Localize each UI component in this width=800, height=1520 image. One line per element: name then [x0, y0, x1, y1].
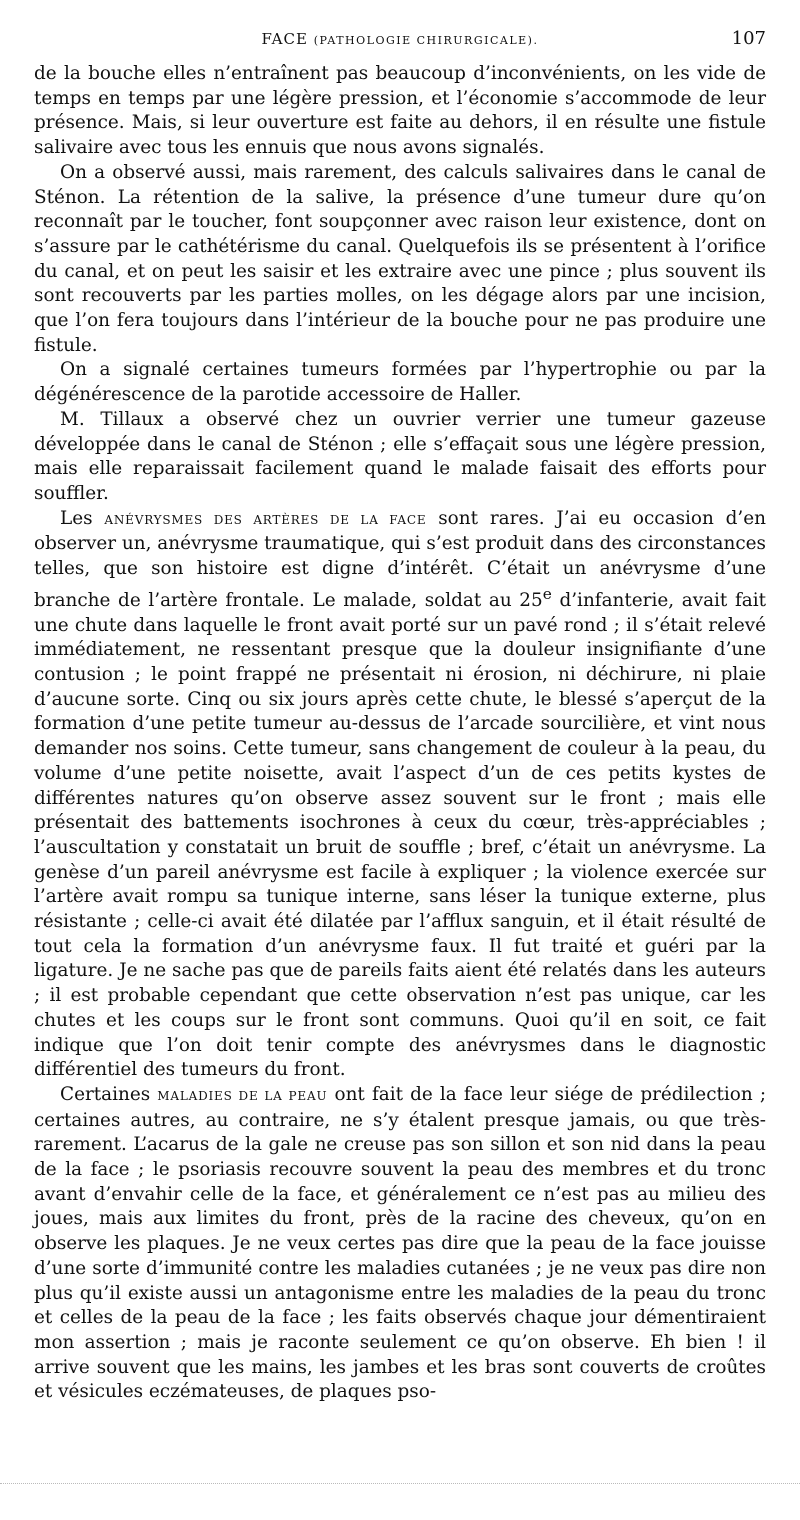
- page-bottom-edge: [0, 1483, 800, 1484]
- book-page: [34, 26, 766, 1405]
- paragraph: [34, 408, 766, 507]
- running-head-subtitle: (PATHOLOGIE CHIRURGICALE).: [313, 34, 539, 47]
- page-number: 107: [731, 28, 766, 49]
- paragraph-text: On a observé aussi, mais rarement, des calculs salivaires dans le canal de Sténon. La rétention de la salive, la présence d’une tumeur dure qu’on reconnaît par le toucher, font soupçonner avec raison leur existence, dont on s’assure par le cathétérisme du canal. Quelquefois ils se présentent à l’orifice du canal, et on peut les saisir et les extraire avec une pince ; plus souvent ils sont recouverts par les parties molles, on les dégage alors par une incision, que l’on fera toujours dans l’intérieur de la bouche pour ne pas produire une fistule.: [34, 161, 766, 356]
- paragraph-text: Certaines: [60, 1083, 158, 1105]
- paragraph-text: de la bouche elles n’entraînent pas beaucoup d’inconvénients, on les vide de temps en temps par une légère pression, et l’économie s’accommode de leur présence. Mais, si leur ouverture est faite au dehors, il en résulte une fistule salivaire avec tous les ennuis que nous avons signalés.: [34, 63, 766, 159]
- small-caps-term: ANÉVRYSMES DES ARTÈRES DE LA FACE: [104, 512, 427, 527]
- paragraph-text: d’infanterie, avait fait une chute dans laquelle le front avait porté sur un pavé rond ; il s’était relevé immédiatement, ne ressentant presque que la douleur insignifiante d’une contusion ; le point frappé ne présentait ni érosion, ni déchirure, ni plaie d’aucune sorte. Cinq ou six jours après cette chute, le blessé s’aperçut de la formation d’une petite tumeur au-dessus de l’arcade sourcilière, et vint nous demander nos soins. Cette tumeur, sans changement de couleur à la peau, du volume d’une petite noisette, avait l’aspect d’un de ces petits kystes de différentes natures qu’on observe assez souvent sur le front ; mais elle présentait des battements isochrones à ceux du cœur, très-appréciables ; l’auscultation y constatait un bruit de souffle ; bref, c’était un anévrysme. La genèse d’un pareil anévrysme est facile à expliquer ; la violence exercée sur l’artère avait rompu sa tunique interne, sans léser la tunique externe, plus résistante ; celle-ci avait été dilatée par l’afflux sanguin, et il était résulté de tout cela la formation d’un anévrysme faux. Il fut traité et guéri par la ligature. Je ne sache pas que de pareils faits aient été relatés dans les auteurs ; il est probable cependant que cette observation n’est pas unique, car les chutes et les coups sur le front sont communs. Quoi qu’il en soit, ce fait indique que l’on doit tenir compte des anévrysmes dans le diagnostic différentiel des tumeurs du front.: [34, 589, 767, 1081]
- page-header: [34, 26, 766, 56]
- superscript: e: [542, 584, 552, 603]
- small-caps-term: MALADIES DE LA PEAU: [157, 1088, 328, 1103]
- paragraph-text: M. Tillaux a observé chez un ouvrier verrier une tumeur gazeuse développée dans le canal de Sténon ; elle s’effaçait sous une légère pression, mais elle reparaissait facilement quand le malade faisait des efforts pour souffler.: [34, 408, 766, 504]
- running-head-title: FACE: [261, 30, 308, 48]
- paragraph-text: On a signalé certaines tumeurs formées par l’hypertrophie ou par la dégénérescence de la parotide accessoire de Haller.: [34, 359, 766, 406]
- paragraph-text: sont rares. J’ai eu occasion d’en observer un, anévrysme traumatique, qui s’est produit dans des circonstances telles, que son histoire est digne d’intérêt. C’était un anévrysme d’une branche de l’artère frontale. Le malade, soldat au 25: [34, 507, 767, 611]
- paragraph: [34, 358, 766, 407]
- paragraph-text: ont fait de la face leur siége de prédilection ; certaines autres, au contraire, ne s’y étalent presque jamais, ou que très-rarement. L’acarus de la gale ne creuse pas son sillon et son nid dans la peau de la face ; le psoriasis recouvre souvent la peau des membres et du tronc avant d’envahir celle de la face, et généralement ce n’est pas au milieu des joues, mais aux limites du front, près de la racine des cheveux, qu’on en observe les plaques. Je ne veux certes pas dire que la peau de la face jouisse d’une sorte d’immunité contre les maladies cutanées ; je ne veux pas dire non plus qu’il existe aussi un antagonisme entre les maladies de la peau du tronc et celles de la peau de la face ; les faits observés chaque jour démentiraient mon assertion ; mais je raconte seulement ce qu’on observe. Eh bien ! il arrive souvent que les mains, les jambes et les bras sont couverts de croûtes et vésicules eczémateuses, de plaques pso-: [34, 1083, 767, 1403]
- paragraph: [34, 507, 766, 1083]
- paragraph: [34, 62, 766, 161]
- body-text: [34, 62, 766, 1405]
- paragraph: [34, 1083, 766, 1405]
- paragraph: [34, 161, 766, 359]
- running-head: [34, 30, 766, 48]
- paragraph-text: Les: [60, 507, 105, 529]
